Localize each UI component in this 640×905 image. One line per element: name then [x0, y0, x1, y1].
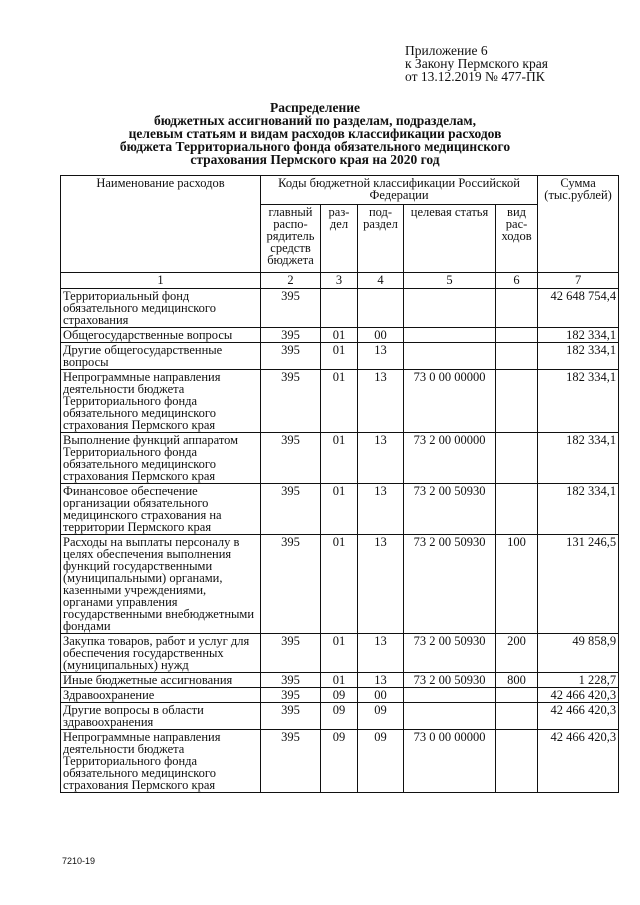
- row-target: 73 2 00 50930: [404, 484, 496, 535]
- row-subsection: 00: [358, 328, 404, 343]
- row-sum: 42 466 420,3: [538, 688, 619, 703]
- column-number: 6: [496, 273, 538, 289]
- row-target: 73 2 00 50930: [404, 535, 496, 634]
- table-row: [61, 484, 619, 535]
- row-expense-type: [496, 484, 538, 535]
- row-subsection: [358, 289, 404, 328]
- table-row: [61, 433, 619, 484]
- row-expense-type: [496, 289, 538, 328]
- row-subsection: 13: [358, 535, 404, 634]
- row-section: 01: [321, 370, 358, 433]
- row-admin-code: 395: [261, 370, 321, 433]
- header-target: целевая статья: [404, 205, 496, 273]
- row-sum: 1 228,7: [538, 673, 619, 688]
- row-section: 01: [321, 328, 358, 343]
- row-target: 73 2 00 50930: [404, 634, 496, 673]
- row-admin-code: 395: [261, 433, 321, 484]
- row-name: Расходы на выплаты персоналу в целях обеспечения выполнения функций государственными (муниципальными) органами, казенными учреждениями, органами управления государственными внебюджетными фондами: [61, 535, 261, 634]
- row-admin-code: 395: [261, 634, 321, 673]
- header-subsection: под-раздел: [358, 205, 404, 273]
- row-expense-type: [496, 703, 538, 730]
- table-row: [61, 688, 619, 703]
- row-subsection: 13: [358, 634, 404, 673]
- row-sum: 182 334,1: [538, 343, 619, 370]
- row-name: Финансовое обеспечение организации обязательного медицинского страхования на территории Пермского края: [61, 484, 261, 535]
- row-section: 01: [321, 433, 358, 484]
- row-name: Непрограммные направления деятельности бюджета Территориального фонда обязательного медицинского страхования Пермского края: [61, 730, 261, 793]
- row-section: 09: [321, 688, 358, 703]
- row-subsection: 13: [358, 370, 404, 433]
- header-section: раз-дел: [321, 205, 358, 273]
- row-section: 09: [321, 703, 358, 730]
- row-subsection: 13: [358, 433, 404, 484]
- row-section: [321, 289, 358, 328]
- row-admin-code: 395: [261, 688, 321, 703]
- row-target: 73 2 00 50930: [404, 673, 496, 688]
- header-codes: Коды бюджетной классификации Российской Федерации: [261, 176, 538, 205]
- row-name: Другие вопросы в области здравоохранения: [61, 703, 261, 730]
- row-sum: 131 246,5: [538, 535, 619, 634]
- column-number: 3: [321, 273, 358, 289]
- row-target: 73 2 00 00000: [404, 433, 496, 484]
- row-target: [404, 289, 496, 328]
- row-expense-type: [496, 688, 538, 703]
- column-number: 7: [538, 273, 619, 289]
- appendix-law-line: к Закону Пермского края: [405, 56, 548, 71]
- title-line: бюджета Территориального фонда обязательного медицинского: [119, 139, 511, 154]
- table-row: [61, 535, 619, 634]
- title-line: страхования Пермского края на 2020 год: [190, 152, 440, 167]
- row-section: 01: [321, 673, 358, 688]
- row-target: [404, 328, 496, 343]
- row-sum: 182 334,1: [538, 433, 619, 484]
- row-section: 01: [321, 484, 358, 535]
- row-sum: 49 858,9: [538, 634, 619, 673]
- row-subsection: 09: [358, 703, 404, 730]
- table-row: [61, 703, 619, 730]
- row-sum: 42 466 420,3: [538, 703, 619, 730]
- row-name: Здравоохранение: [61, 688, 261, 703]
- row-subsection: 09: [358, 730, 404, 793]
- row-expense-type: [496, 730, 538, 793]
- column-number: 2: [261, 273, 321, 289]
- row-name: Другие общегосударственные вопросы: [61, 343, 261, 370]
- row-sum: 42 648 754,4: [538, 289, 619, 328]
- column-number: 4: [358, 273, 404, 289]
- header-sum: Сумма (тыс.рублей): [538, 176, 619, 273]
- row-admin-code: 395: [261, 343, 321, 370]
- row-admin-code: 395: [261, 328, 321, 343]
- table-row: [61, 634, 619, 673]
- row-sum: 182 334,1: [538, 370, 619, 433]
- row-name: Общегосударственные вопросы: [61, 328, 261, 343]
- header-type: вид рас-ходов: [496, 205, 538, 273]
- row-expense-type: 100: [496, 535, 538, 634]
- row-section: 09: [321, 730, 358, 793]
- row-name: Иные бюджетные ассигнования: [61, 673, 261, 688]
- title-line: Распределение: [269, 100, 361, 115]
- table-row: [61, 343, 619, 370]
- row-section: 01: [321, 343, 358, 370]
- row-sum: 182 334,1: [538, 484, 619, 535]
- row-section: 01: [321, 535, 358, 634]
- table-row: [61, 673, 619, 688]
- row-admin-code: 395: [261, 484, 321, 535]
- row-expense-type: [496, 328, 538, 343]
- table-row: [61, 289, 619, 328]
- title-line: бюджетных ассигнований по разделам, подразделам,: [154, 113, 476, 128]
- row-expense-type: 800: [496, 673, 538, 688]
- table-row: [61, 370, 619, 433]
- header-main-admin: главный распо-рядитель средств бюджета: [261, 205, 321, 273]
- row-admin-code: 395: [261, 673, 321, 688]
- row-subsection: 13: [358, 343, 404, 370]
- row-target: 73 0 00 00000: [404, 730, 496, 793]
- row-name: Выполнение функций аппаратом Территориального фонда обязательного медицинского страхования Пермского края: [61, 433, 261, 484]
- row-expense-type: [496, 343, 538, 370]
- header-name: Наименование расходов: [61, 176, 261, 273]
- row-target: [404, 688, 496, 703]
- table-row: [61, 730, 619, 793]
- appendix-date-line: от 13.12.2019 № 477-ПК: [405, 69, 545, 84]
- table-row: [61, 328, 619, 343]
- row-admin-code: 395: [261, 730, 321, 793]
- row-name: Закупка товаров, работ и услуг для обеспечения государственных (муниципальных) нужд: [61, 634, 261, 673]
- row-admin-code: 395: [261, 289, 321, 328]
- document-title: [60, 101, 570, 166]
- row-section: 01: [321, 634, 358, 673]
- row-sum: 182 334,1: [538, 328, 619, 343]
- budget-table: [60, 175, 619, 793]
- row-target: [404, 343, 496, 370]
- appendix-line: Приложение 6: [405, 43, 488, 58]
- row-admin-code: 395: [261, 703, 321, 730]
- appendix-header: [405, 44, 548, 83]
- row-target: [404, 703, 496, 730]
- row-subsection: 00: [358, 688, 404, 703]
- row-name: Непрограммные направления деятельности бюджета Территориального фонда обязательного медицинского страхования Пермского края: [61, 370, 261, 433]
- column-number: 5: [404, 273, 496, 289]
- row-expense-type: [496, 370, 538, 433]
- row-expense-type: 200: [496, 634, 538, 673]
- row-sum: 42 466 420,3: [538, 730, 619, 793]
- column-number: 1: [61, 273, 261, 289]
- document-number: 7210-19: [62, 856, 96, 866]
- row-admin-code: 395: [261, 535, 321, 634]
- title-line: целевым статьям и видам расходов классификации расходов: [128, 126, 502, 141]
- row-expense-type: [496, 433, 538, 484]
- row-subsection: 13: [358, 484, 404, 535]
- row-name: Территориальный фонд обязательного медицинского страхования: [61, 289, 261, 328]
- row-subsection: 13: [358, 673, 404, 688]
- row-target: 73 0 00 00000: [404, 370, 496, 433]
